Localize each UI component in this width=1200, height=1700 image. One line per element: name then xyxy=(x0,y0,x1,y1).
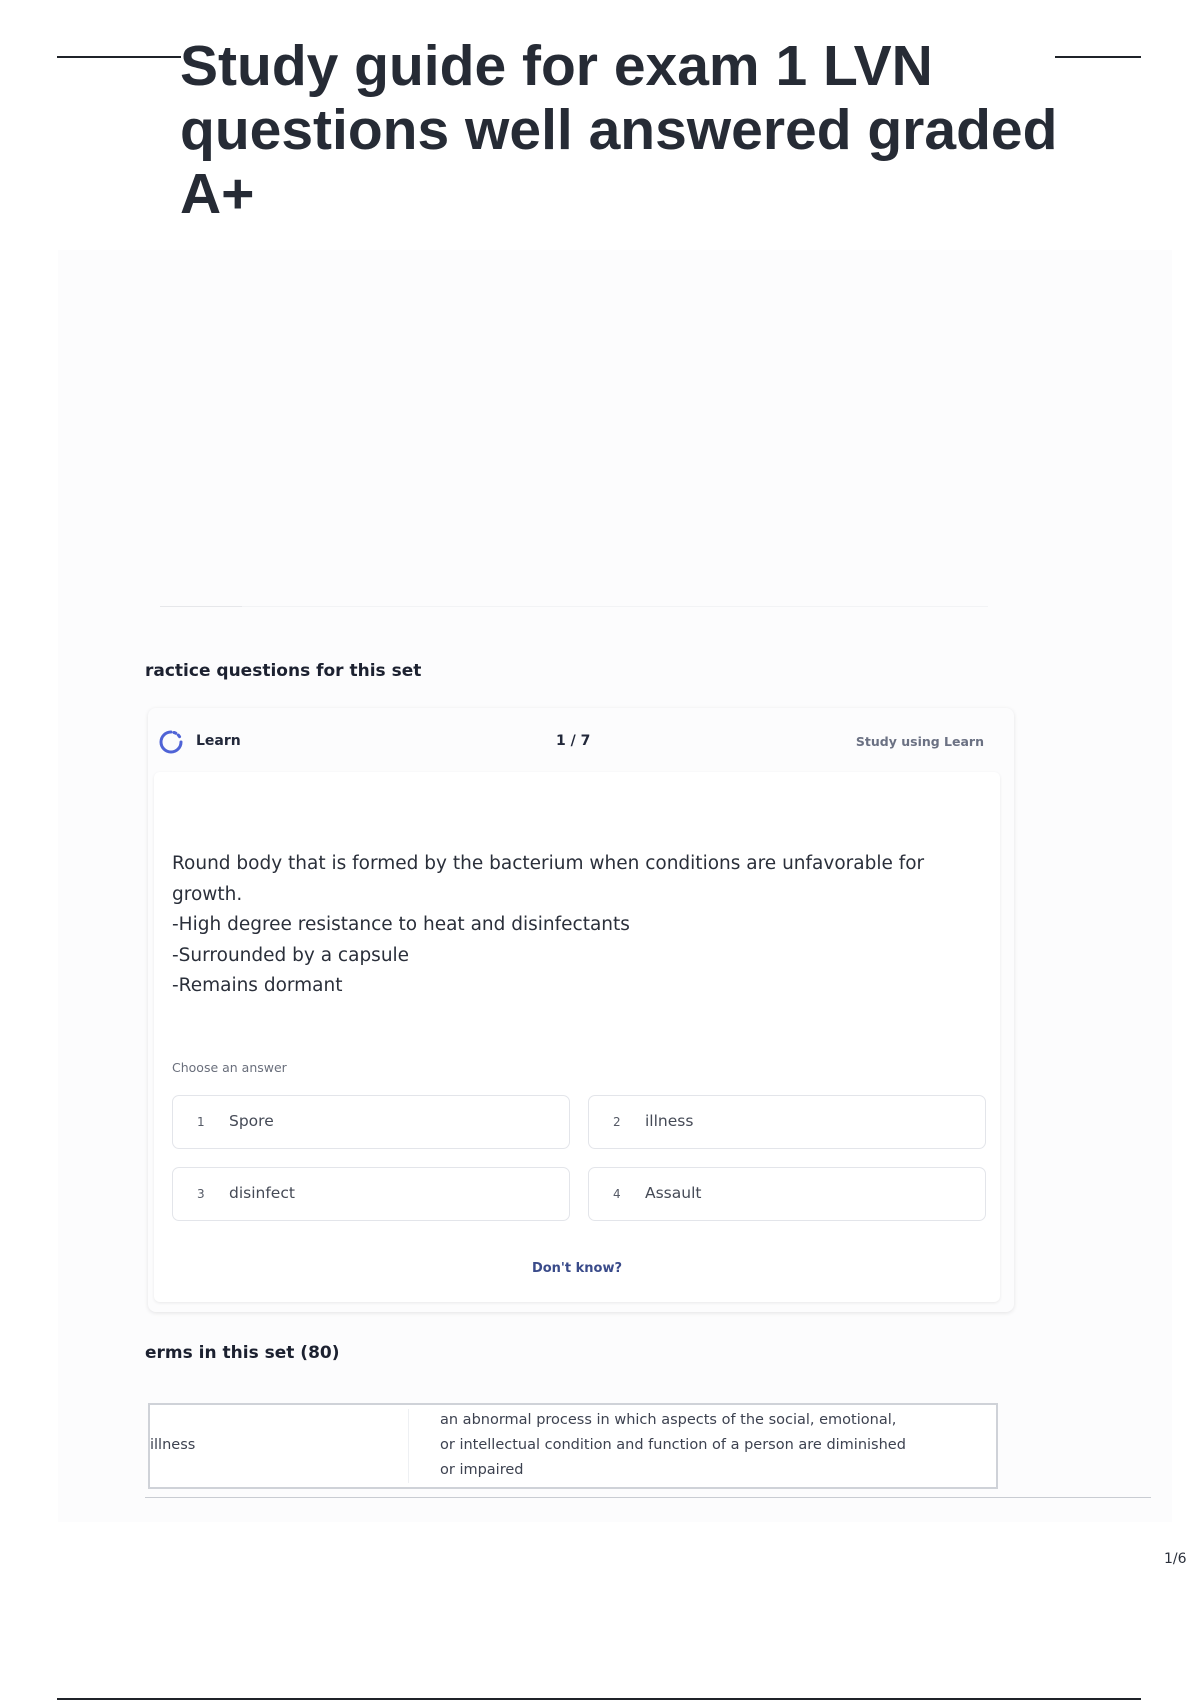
answer-option-1[interactable] xyxy=(172,1095,570,1149)
question-progress: 1 / 7 xyxy=(556,733,591,749)
faint-divider xyxy=(242,606,988,607)
answer-option-3[interactable] xyxy=(172,1167,570,1221)
dont-know-link[interactable]: Don't know? xyxy=(531,1261,623,1276)
option-number: 1 xyxy=(197,1115,205,1129)
option-text: Spore xyxy=(229,1112,274,1130)
answer-option-2[interactable] xyxy=(588,1095,986,1149)
top-rule-left xyxy=(57,56,181,58)
learn-mode-label: Learn xyxy=(196,733,241,749)
learn-header xyxy=(148,708,1014,768)
page-number: 1/6 xyxy=(1164,1551,1187,1567)
study-using-learn-link[interactable]: Study using Learn xyxy=(855,734,984,749)
learn-card xyxy=(148,708,1014,1312)
choose-answer-label: Choose an answer xyxy=(172,1060,287,1075)
faint-divider-left xyxy=(160,606,242,607)
section-divider xyxy=(145,1497,1151,1498)
option-number: 4 xyxy=(613,1187,621,1201)
question-prompt: Round body that is formed by the bacterium when conditions are unfavorable for growth. -High degree resistance to heat and disinfectants -Surrounded by a capsule -Remains dormant xyxy=(172,853,925,996)
option-text: Assault xyxy=(645,1184,702,1202)
terms-section-heading: erms in this set (80) xyxy=(145,1343,340,1363)
term-definition: an abnormal process in which aspects of the social, emotional, or intellectual condition and function of a person are diminished or impaired xyxy=(440,1412,906,1478)
practice-section-heading: ractice questions for this set xyxy=(145,661,422,681)
option-text: disinfect xyxy=(229,1184,295,1202)
column-divider xyxy=(408,1409,409,1483)
question-card xyxy=(154,772,1000,1302)
learn-cycle-icon xyxy=(158,729,184,755)
option-text: illness xyxy=(645,1112,694,1130)
page-title: Study guide for exam 1 LVN questions well answered graded A+ xyxy=(180,34,1058,226)
answer-option-4[interactable] xyxy=(588,1167,986,1221)
option-number: 2 xyxy=(613,1115,621,1129)
term-word: illness xyxy=(150,1437,196,1453)
terms-table xyxy=(148,1403,998,1489)
option-number: 3 xyxy=(197,1187,205,1201)
